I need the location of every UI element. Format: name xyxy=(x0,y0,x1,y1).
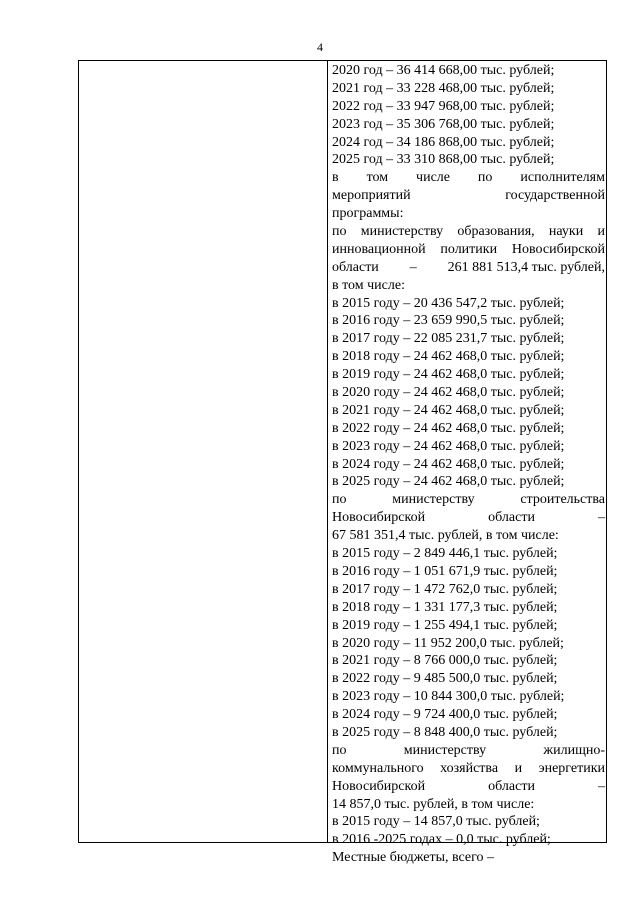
text-word: хозяйства xyxy=(440,760,499,776)
text-line xyxy=(332,223,605,241)
text-line: в 2024 году – 24 462 468,0 тыс. рублей; xyxy=(332,456,565,472)
text-word: строительства xyxy=(520,492,605,508)
text-line: в 2020 году – 11 952 200,0 тыс. рублей; xyxy=(332,635,564,651)
text-word: Новосибирской xyxy=(511,241,605,257)
text-word: министерству xyxy=(403,742,487,758)
text-word: по xyxy=(477,170,493,186)
text-word: жилищно- xyxy=(543,742,605,758)
text-line: 2020 год – 36 414 668,00 тыс. рублей; xyxy=(332,63,555,78)
text-word: по xyxy=(332,742,347,758)
text-line: в 2022 году – 24 462 468,0 тыс. рублей; xyxy=(332,420,565,436)
text-word: – xyxy=(598,510,605,526)
text-line: в 2023 году – 10 844 300,0 тыс. рублей; xyxy=(332,689,565,705)
text-word: области xyxy=(488,510,535,526)
text-word: области xyxy=(488,778,535,794)
text-line xyxy=(332,241,605,259)
text-word: государственной xyxy=(505,188,605,204)
text-line: в 2022 году – 9 485 500,0 тыс. рублей; xyxy=(332,671,558,687)
text-line xyxy=(332,760,605,778)
text-line xyxy=(332,187,605,205)
text-line xyxy=(332,169,605,187)
text-line: в 2019 году – 1 255 494,1 тыс. рублей; xyxy=(332,617,558,633)
text-word: том xyxy=(366,170,389,186)
text-line: в 2017 году – 1 472 762,0 тыс. рублей; xyxy=(332,581,558,597)
text-line: в 2016 -2025 годах – 0,0 тыс. рублей; xyxy=(332,832,551,848)
text-word: и xyxy=(597,224,605,240)
text-line: 2023 год – 35 306 768,00 тыс. рублей; xyxy=(332,116,555,132)
text-line: 2021 год – 33 228 468,00 тыс. рублей; xyxy=(332,80,555,96)
text-line xyxy=(332,778,605,796)
text-line xyxy=(332,742,605,760)
text-line: в 2018 году – 1 331 177,3 тыс. рублей; xyxy=(332,599,558,615)
text-word: образования, xyxy=(457,224,535,240)
text-word: инновационной xyxy=(332,241,426,257)
text-word: и xyxy=(514,760,523,776)
text-word: – xyxy=(598,778,605,794)
text-line: в 2025 году – 8 848 400,0 тыс. рублей; xyxy=(332,724,558,740)
text-line: в 2020 году – 24 462 468,0 тыс. рублей; xyxy=(332,385,565,401)
page-number: 4 xyxy=(317,40,323,54)
text-word: министерству xyxy=(392,492,475,508)
text-line: 2022 год – 33 947 968,00 тыс. рублей; xyxy=(332,98,555,114)
text-word: коммунального xyxy=(332,760,424,776)
text-word: в xyxy=(332,170,339,186)
text-line xyxy=(332,259,605,277)
text-word: министерству xyxy=(360,224,444,240)
text-line: в 2015 году – 20 436 547,2 тыс. рублей; xyxy=(332,295,565,311)
text-line: Местные бюджеты, всего – xyxy=(332,850,495,866)
text-line: в 2016 году – 23 659 990,5 тыс. рублей; xyxy=(332,313,565,329)
text-line: в том числе: xyxy=(332,277,405,293)
text-line: в 2015 году – 14 857,0 тыс. рублей; xyxy=(332,814,540,830)
text-word: 261 881 513,4 тыс. рублей, xyxy=(447,259,605,275)
text-line: в 2019 году – 24 462 468,0 тыс. рублей; xyxy=(332,367,565,383)
text-word: по xyxy=(332,224,347,240)
text-line: в 2021 году – 24 462 468,0 тыс. рублей; xyxy=(332,402,565,418)
text-line: программы: xyxy=(332,206,404,222)
column-divider xyxy=(327,61,328,842)
text-word: числе xyxy=(416,170,450,186)
text-word: политики xyxy=(440,241,498,257)
text-line xyxy=(332,491,605,509)
text-word: Новосибирской xyxy=(332,778,426,794)
text-line: в 2016 году – 1 051 671,9 тыс. рублей; xyxy=(332,563,558,579)
text-line: в 2015 году – 2 849 446,1 тыс. рублей; xyxy=(332,546,558,562)
text-line: в 2024 году – 9 724 400,0 тыс. рублей; xyxy=(332,707,558,723)
text-word: энергетики xyxy=(538,760,605,776)
text-line: в 2018 году – 24 462 468,0 тыс. рублей; xyxy=(332,349,565,365)
text-line xyxy=(332,509,605,527)
text-word: исполнителям xyxy=(520,170,605,186)
program-table xyxy=(78,60,607,866)
funding-text-cell xyxy=(332,62,605,867)
text-line: в 2021 году – 8 766 000,0 тыс. рублей; xyxy=(332,653,558,669)
text-line: в 2023 году – 24 462 468,0 тыс. рублей; xyxy=(332,438,565,454)
text-word: Новосибирской xyxy=(332,510,426,526)
text-line: 67 581 351,4 тыс. рублей, в том числе: xyxy=(332,528,559,544)
text-line: 2024 год – 34 186 868,00 тыс. рублей; xyxy=(332,134,555,150)
text-word: – xyxy=(409,259,417,275)
text-word: области xyxy=(332,259,379,275)
text-word: мероприятий xyxy=(332,188,411,204)
text-line: 14 857,0 тыс. рублей, в том числе: xyxy=(332,796,535,812)
text-line: в 2017 году – 22 085 231,7 тыс. рублей; xyxy=(332,331,565,347)
text-word: по xyxy=(332,492,347,508)
text-line: в 2025 году – 24 462 468,0 тыс. рублей; xyxy=(332,474,565,490)
text-line: 2025 год – 33 310 868,00 тыс. рублей; xyxy=(332,152,555,168)
text-word: науки xyxy=(548,224,584,240)
